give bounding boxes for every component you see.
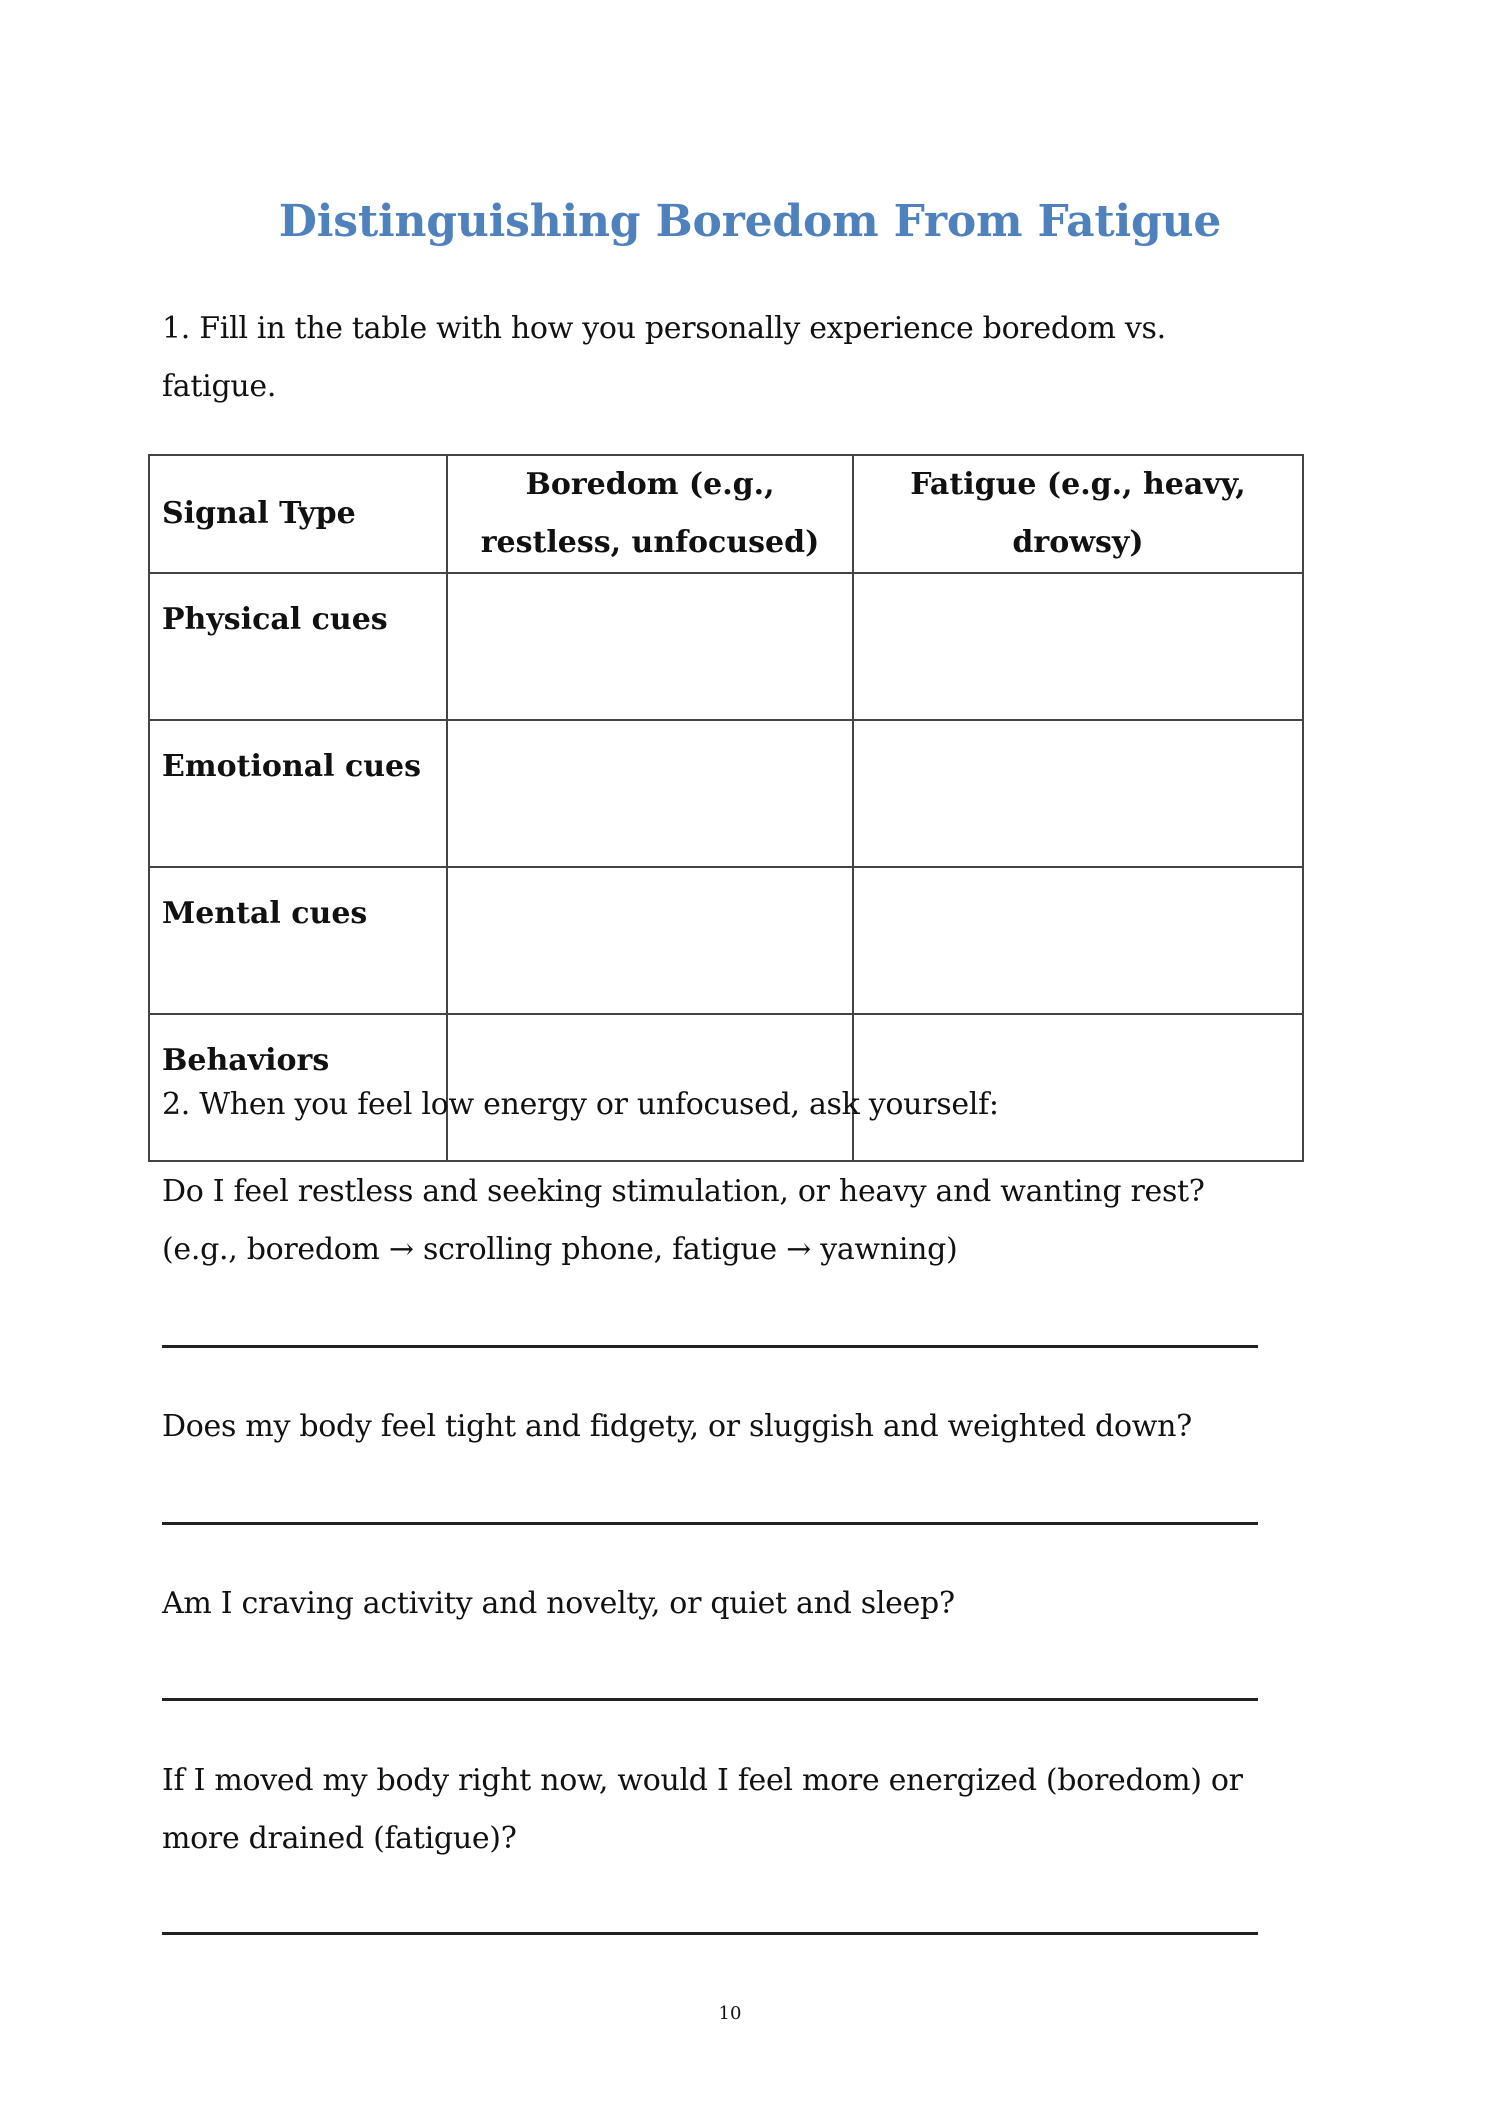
table-row — [149, 867, 1303, 1014]
answer-line-2[interactable] — [162, 1522, 1258, 1525]
table-row — [149, 720, 1303, 867]
header-boredom: Boredom (e.g., restless, unfocused) — [447, 455, 853, 573]
fatigue-cell[interactable] — [853, 720, 1303, 867]
question-3: Am I craving activity and novelty, or quiet and sleep? — [162, 1586, 955, 1621]
boredom-cell[interactable] — [447, 867, 853, 1014]
boredom-cell[interactable] — [447, 573, 853, 720]
page-number: 10 — [718, 2003, 742, 2024]
boredom-cell[interactable] — [447, 720, 853, 867]
row-label: Physical cues — [149, 573, 447, 720]
question-4: If I moved my body right now, would I feel more energized (boredom) or more drained (fatigue)? — [162, 1763, 1243, 1856]
question-1 — [162, 1163, 1272, 1279]
header-fatigue: Fatigue (e.g., heavy, drowsy) — [853, 455, 1303, 573]
question-example: (e.g., boredom → scrolling phone, fatigue → yawning) — [162, 1232, 958, 1267]
row-label: Behaviors — [149, 1014, 447, 1161]
header-signal-type: Signal Type — [149, 455, 447, 573]
table-instruction: 1. Fill in the table with how you personally experience boredom vs. fatigue. — [162, 311, 1166, 404]
table-row — [149, 573, 1303, 720]
answer-line-3[interactable] — [162, 1698, 1258, 1701]
answer-line-4[interactable] — [162, 1932, 1258, 1935]
fatigue-cell[interactable] — [853, 573, 1303, 720]
question-2: Does my body feel tight and fidgety, or sluggish and weighted down? — [162, 1409, 1192, 1444]
reflection-instruction: 2. When you feel low energy or unfocused, ask yourself: — [162, 1087, 999, 1122]
answer-line-1[interactable] — [162, 1345, 1258, 1348]
row-label: Emotional cues — [149, 720, 447, 867]
fatigue-cell[interactable] — [853, 867, 1303, 1014]
row-label: Mental cues — [149, 867, 447, 1014]
signal-table — [148, 454, 1304, 1162]
page-title: Distinguishing Boredom From Fatigue — [278, 196, 1222, 247]
table-header-row — [149, 455, 1303, 573]
question-text: Do I feel restless and seeking stimulation, or heavy and wanting rest? — [162, 1174, 1205, 1209]
